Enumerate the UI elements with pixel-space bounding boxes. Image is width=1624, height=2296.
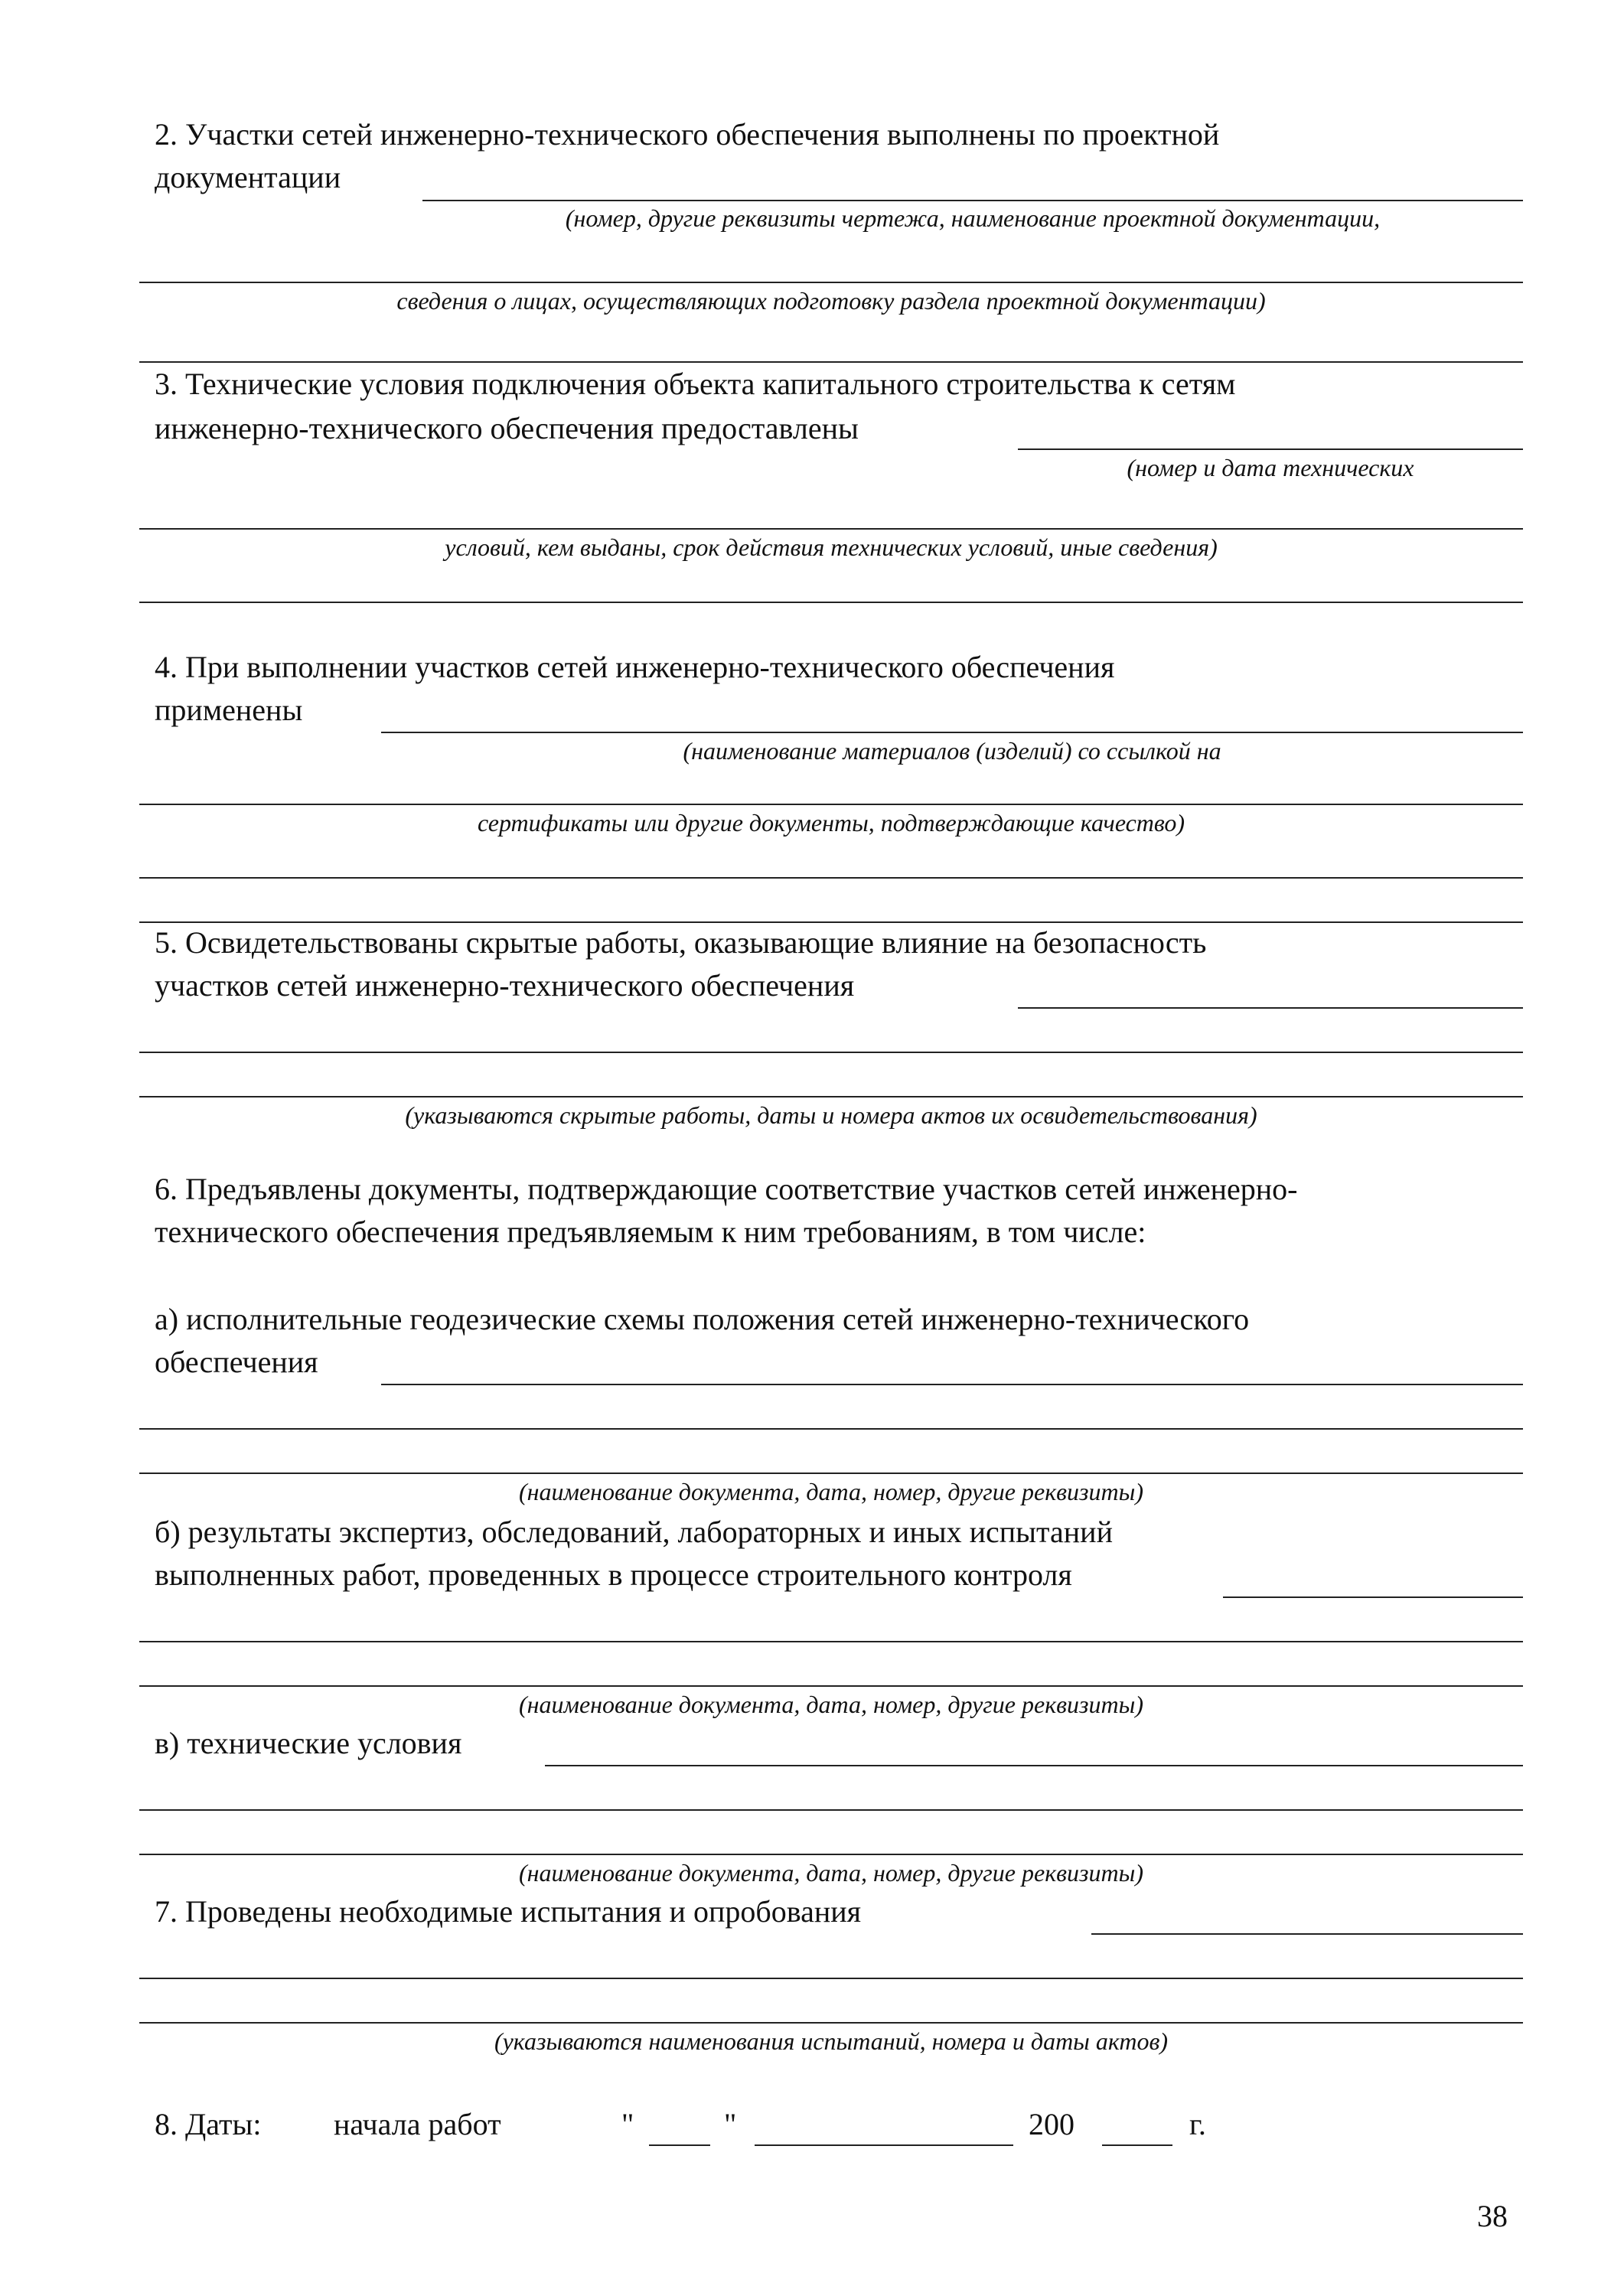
s2-line2: документации [155, 160, 341, 194]
s4-fill-line-2[interactable] [139, 804, 1523, 805]
s8-start-label: начала работ [334, 2107, 501, 2141]
s8-label: 8. Даты: [155, 2107, 262, 2141]
s6b-line1: б) результаты экспертиз, обследований, лабораторных и иных испытаний [155, 1515, 1113, 1549]
s6b-fill-line-1[interactable] [1223, 1596, 1523, 1598]
s4-fill-line-4[interactable] [139, 921, 1523, 923]
s3-fill-line-1[interactable] [1018, 448, 1523, 450]
page-number: 38 [1477, 2199, 1508, 2233]
s5-fill-line-2[interactable] [139, 1052, 1523, 1053]
s3-fill-line-3[interactable] [139, 602, 1523, 603]
s6a-fill-line-3[interactable] [139, 1473, 1523, 1474]
s7-fill-line-2[interactable] [139, 1978, 1523, 1979]
s6v-line1: в) технические условия [155, 1726, 462, 1760]
s2-caption-2: сведения о лицах, осуществляющих подготовку раздела проектной документации) [396, 287, 1266, 315]
s6a-fill-line-2[interactable] [139, 1428, 1523, 1430]
s8-year-field[interactable] [1102, 2144, 1172, 2146]
s6v-fill-line-2[interactable] [139, 1809, 1523, 1811]
s8-quote-close: " [724, 2107, 737, 2141]
s6b-line2: выполненных работ, проведенных в процессе строительного контроля [155, 1557, 1072, 1592]
s8-quote-open: " [621, 2107, 634, 2141]
s6b-fill-line-2[interactable] [139, 1641, 1523, 1642]
s8-day-field[interactable] [649, 2144, 710, 2146]
s2-line1: 2. Участки сетей инженерно-технического обеспечения выполнены по проектной [155, 117, 1220, 152]
s5-caption: (указываются скрытые работы, даты и номера актов их освидетельствования) [405, 1101, 1257, 1129]
s8-year-suffix: г. [1189, 2107, 1206, 2141]
s7-fill-line-3[interactable] [139, 2022, 1523, 2024]
s6v-caption: (наименование документа, дата, номер, другие реквизиты) [519, 1859, 1143, 1887]
s2-fill-line-3[interactable] [139, 361, 1523, 363]
s2-fill-line-1[interactable] [422, 200, 1523, 201]
s7-caption: (указываются наименования испытаний, номера и даты актов) [494, 2027, 1169, 2055]
s4-line1: 4. При выполнении участков сетей инженерно-технического обеспечения [155, 650, 1115, 684]
s2-fill-line-2[interactable] [139, 282, 1523, 283]
s6a-caption: (наименование документа, дата, номер, другие реквизиты) [519, 1478, 1143, 1505]
s6-line2: технического обеспечения предъявляемым к ним требованиям, в том числе: [155, 1215, 1146, 1249]
s4-caption-1: (наименование материалов (изделий) со ссылкой на [683, 737, 1221, 765]
s3-caption-2: условий, кем выданы, срок действия технических условий, иные сведения) [445, 533, 1218, 561]
s2-caption-1: (номер, другие реквизиты чертежа, наименование проектной документации, [565, 204, 1381, 232]
s5-line1: 5. Освидетельствованы скрытые работы, оказывающие влияние на безопасность [155, 925, 1207, 960]
s3-caption-1: (номер и дата технических [1127, 454, 1414, 481]
s5-fill-line-1[interactable] [1018, 1007, 1523, 1009]
s6a-line2: обеспечения [155, 1345, 318, 1379]
s6a-fill-line-1[interactable] [381, 1384, 1523, 1385]
s6v-fill-line-3[interactable] [139, 1854, 1523, 1855]
s5-line2: участков сетей инженерно-технического обеспечения [155, 968, 855, 1003]
s6b-caption: (наименование документа, дата, номер, другие реквизиты) [519, 1691, 1143, 1718]
s8-month-field[interactable] [755, 2144, 1013, 2146]
s4-fill-line-3[interactable] [139, 877, 1523, 879]
s3-line2: инженерно-технического обеспечения предоставлены [155, 411, 859, 445]
s7-fill-line-1[interactable] [1091, 1933, 1523, 1935]
s7-line1: 7. Проведены необходимые испытания и опробования [155, 1894, 862, 1929]
s3-line1: 3. Технические условия подключения объекта капитального строительства к сетям [155, 367, 1236, 401]
s5-fill-line-3[interactable] [139, 1096, 1523, 1097]
s6b-fill-line-3[interactable] [139, 1685, 1523, 1687]
s6v-fill-line-1[interactable] [545, 1765, 1523, 1766]
s6a-line1: а) исполнительные геодезические схемы положения сетей инженерно-технического [155, 1302, 1250, 1336]
s6-line1: 6. Предъявлены документы, подтверждающие соответствие участков сетей инженерно- [155, 1172, 1298, 1206]
s3-fill-line-2[interactable] [139, 528, 1523, 530]
s4-line2: применены [155, 693, 303, 727]
s4-caption-2: сертификаты или другие документы, подтверждающие качество) [477, 809, 1185, 837]
s4-fill-line-1[interactable] [381, 732, 1523, 733]
s8-year-prefix: 200 [1029, 2107, 1075, 2141]
